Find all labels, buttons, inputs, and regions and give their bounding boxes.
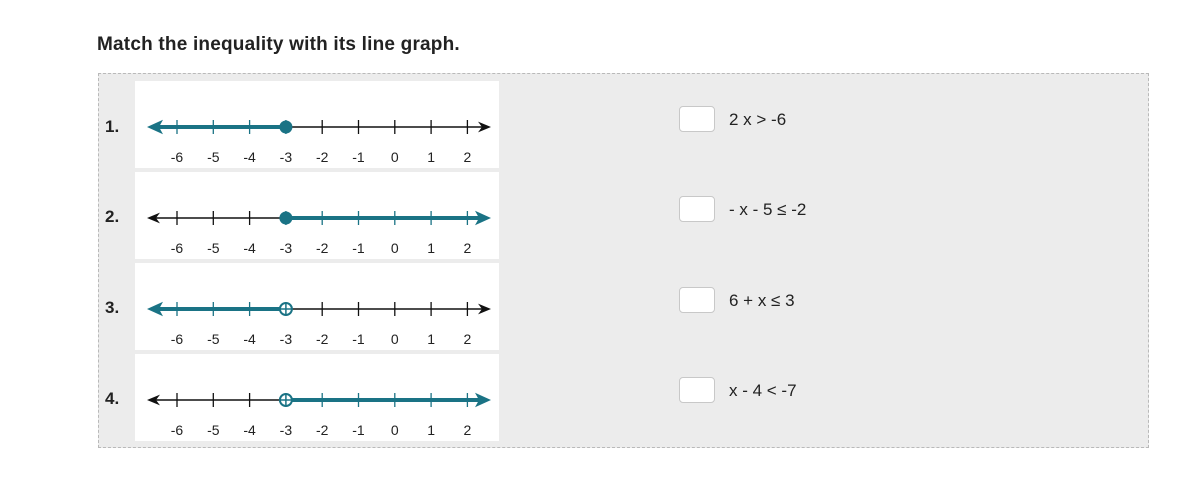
tick-label: -3 [279,240,293,256]
number-line-graph-1[interactable] [135,81,499,168]
inequality-text: 6 + x ≤ 3 [729,291,795,310]
tick-label: -1 [352,331,365,347]
tick-label: 2 [463,149,472,165]
number-line-svg [135,354,499,441]
tick-label: 2 [463,240,472,256]
tick-label: -4 [243,149,256,165]
tick-label: -3 [279,149,293,165]
answer-drop-box[interactable] [679,196,715,222]
graphs-column [135,81,499,441]
number-line-graph-3[interactable] [135,263,499,350]
tick-label: -4 [243,240,256,256]
item-number-2: 2. [105,207,120,226]
tick-label: -5 [207,149,220,165]
tick-label: -4 [243,331,256,347]
inequality-text: x - 4 < -7 [729,381,797,400]
tick-label: 0 [390,331,399,347]
tick-label: -6 [170,331,184,347]
number-line-svg [135,81,499,168]
tick-label: -1 [352,240,365,256]
number-line-svg [135,172,499,259]
tick-label: 1 [427,331,435,347]
answer-drop-box[interactable] [679,287,715,313]
tick-label: -2 [315,422,329,438]
tick-label: -2 [315,240,329,256]
tick-label: -5 [207,422,220,438]
tick-label: -6 [170,149,184,165]
tick-label: 2 [463,331,472,347]
item-number-3: 3. [105,298,120,317]
tick-label: 1 [427,422,435,438]
tick-label: -6 [170,240,184,256]
page-title: Match the inequality with its line graph. [97,34,460,55]
tick-label: 0 [390,240,399,256]
closed-endpoint [279,121,292,134]
tick-label: -5 [207,331,220,347]
tick-label: -1 [352,149,365,165]
tick-label: -1 [352,422,365,438]
number-line-graph-4[interactable] [135,354,499,441]
tick-label: 0 [390,149,399,165]
inequality-text: - x - 5 ≤ -2 [729,200,807,219]
tick-label: -5 [207,240,220,256]
number-line-graph-2[interactable] [135,172,499,259]
tick-label: 0 [390,422,399,438]
item-number-1: 1. [105,117,120,136]
answer-drop-box[interactable] [679,106,715,132]
closed-endpoint [279,212,292,225]
tick-label: -3 [279,422,293,438]
inequality-text: 2 x > -6 [729,110,787,129]
tick-label: -2 [315,149,329,165]
tick-label: -4 [243,422,256,438]
item-number-4: 4. [105,389,120,408]
number-line-svg [135,263,499,350]
tick-label: -3 [279,331,293,347]
answer-drop-box[interactable] [679,377,715,403]
tick-label: -6 [170,422,184,438]
tick-label: 1 [427,149,435,165]
tick-label: -2 [315,331,329,347]
tick-label: 1 [427,240,435,256]
tick-label: 2 [463,422,472,438]
